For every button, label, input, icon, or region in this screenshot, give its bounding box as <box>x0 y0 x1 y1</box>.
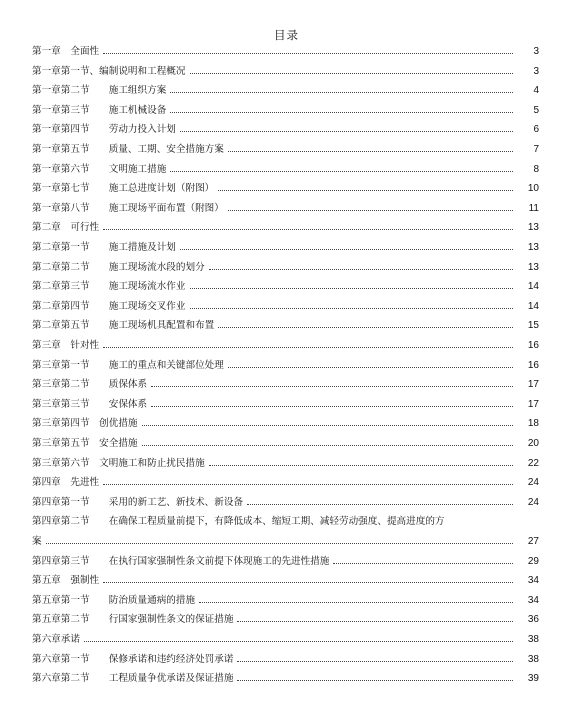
toc-leader-dots <box>151 386 513 387</box>
toc-leader-dots <box>170 92 513 93</box>
toc-entry-page: 10 <box>527 183 539 195</box>
toc-entry-page: 14 <box>527 300 539 312</box>
toc-entry[interactable] <box>32 359 539 373</box>
toc-entry-label: 第五章 强制性 <box>32 575 100 587</box>
toc-entry-label: 第二章 可行性 <box>32 222 100 234</box>
toc-entry[interactable] <box>32 65 539 79</box>
toc-leader-dots <box>103 229 513 230</box>
toc-entry[interactable] <box>32 300 539 314</box>
toc-entry-label: 第一章第二节 施工组织方案 <box>32 85 167 97</box>
toc-entry-label: 第二章第四节 施工现场交叉作业 <box>32 300 186 312</box>
toc-leader-dots <box>228 151 513 152</box>
toc-leader-dots <box>209 465 513 466</box>
toc-entry-page: 38 <box>527 653 539 665</box>
toc-entry-page: 11 <box>528 202 539 214</box>
toc-entry-page: 39 <box>527 673 539 685</box>
toc-entry[interactable] <box>32 182 539 196</box>
toc-entry-page: 24 <box>527 477 539 489</box>
toc-leader-dots <box>170 171 513 172</box>
toc-entry-label: 案 <box>32 536 42 547</box>
toc-entry[interactable] <box>32 417 539 431</box>
toc-leader-dots <box>218 327 513 328</box>
toc-entry-page: 13 <box>527 242 539 253</box>
toc-leader-dots <box>180 131 513 132</box>
toc-leader-dots <box>237 661 513 662</box>
toc-entry-label: 第一章 全面性 <box>32 46 100 57</box>
toc-leader-dots <box>103 53 513 54</box>
toc-entry-page: 36 <box>527 614 539 626</box>
toc-leader-dots <box>84 641 513 642</box>
toc-entry[interactable] <box>32 202 539 216</box>
toc-entry[interactable] <box>32 123 539 137</box>
toc-entry-label: 第五章第二节 行国家强制性条文的保证措施 <box>32 614 234 626</box>
toc-entry-page: 17 <box>527 398 539 410</box>
toc-entry-page: 34 <box>527 575 539 587</box>
toc-entry-label: 第三章第五节 安全措施 <box>32 438 138 449</box>
toc-entry-label: 第一章第三节 施工机械设备 <box>32 104 167 116</box>
toc-entry[interactable] <box>32 574 539 588</box>
toc-entry[interactable] <box>32 515 539 529</box>
toc-leader-dots <box>333 563 513 564</box>
toc-entry-label: 第四章第二节 在确保工程质量前提下，有降低成本、缩短工期、减轻劳动强度、提高进度的方 <box>32 516 445 528</box>
toc-entry-page: 13 <box>527 261 539 273</box>
toc-leader-dots <box>180 249 513 250</box>
toc-entry[interactable] <box>32 241 539 255</box>
toc-entry-label: 第一章第五节 质量、工期、安全措施方案 <box>32 144 224 155</box>
toc-entry-label: 第一章第一节、编制说明和工程概况 <box>32 65 186 77</box>
toc-entry[interactable] <box>32 476 539 490</box>
toc-leader-dots <box>237 680 513 681</box>
toc-leader-dots <box>142 425 513 426</box>
toc-leader-dots <box>190 308 513 309</box>
toc-entry[interactable] <box>32 672 539 686</box>
toc-entry-label: 第三章 针对性 <box>32 340 100 351</box>
toc-entry[interactable] <box>32 104 539 118</box>
toc-entry[interactable] <box>32 457 539 471</box>
toc-leader-dots <box>103 484 513 485</box>
toc-entry-page: 8 <box>533 163 539 175</box>
toc-entry-label: 第三章第三节 安保体系 <box>32 398 148 410</box>
toc-entry-page: 13 <box>527 222 539 234</box>
toc-entry-label: 第六章承诺 <box>32 634 80 645</box>
toc-entry-page: 17 <box>527 379 539 391</box>
toc-entry-label: 第二章第五节 施工现场机具配置和布置 <box>32 320 215 332</box>
toc-entry-label: 第四章 先进性 <box>32 477 100 489</box>
toc-entry[interactable] <box>32 163 539 177</box>
toc-entry[interactable] <box>32 261 539 275</box>
toc-entry-label: 第二章第二节 施工现场流水段的划分 <box>32 261 205 273</box>
toc-leader-dots <box>190 73 513 74</box>
toc-entry[interactable] <box>32 280 539 294</box>
toc-entry-page: 20 <box>527 438 539 449</box>
toc-leader-dots <box>199 602 513 603</box>
toc-leader-dots <box>151 406 513 407</box>
toc-entry-page: 27 <box>527 536 539 547</box>
toc-entry[interactable] <box>32 84 539 98</box>
toc-entry-page: 5 <box>533 104 539 116</box>
toc-entry-page: 3 <box>533 65 539 77</box>
toc-entry[interactable] <box>32 633 539 647</box>
toc-entry[interactable] <box>32 594 539 608</box>
toc-entry-page: 29 <box>527 555 539 567</box>
toc-leader-dots <box>103 582 513 583</box>
toc-entry-page: 38 <box>527 634 539 645</box>
toc-entry-page: 3 <box>533 46 539 57</box>
toc-entry[interactable] <box>32 398 539 412</box>
toc-leader-dots <box>190 288 513 289</box>
toc-leader-dots <box>218 190 513 191</box>
toc-entry[interactable] <box>32 221 539 235</box>
toc-title: 目录 <box>274 28 299 42</box>
toc-entry-label: 第六章第一节 保修承诺和违约经济处罚承诺 <box>32 653 234 665</box>
toc-entry-label: 第三章第二节 质保体系 <box>32 379 148 391</box>
toc-entry-label: 第一章第四节 劳动力投入计划 <box>32 124 176 136</box>
toc-entry-label: 第三章第六节 文明施工和防止扰民措施 <box>32 457 205 469</box>
toc-entry-label: 第一章第六节 文明施工措施 <box>32 163 167 175</box>
toc-entry-page: 14 <box>527 281 539 293</box>
toc-entry-page: 7 <box>533 144 539 155</box>
toc-entry-label: 第六章第二节 工程质量争优承诺及保证措施 <box>32 673 234 685</box>
toc-leader-dots <box>237 621 513 622</box>
toc-entry[interactable] <box>32 339 539 353</box>
toc-entry-page: 15 <box>527 320 539 332</box>
toc-entry[interactable] <box>32 496 539 510</box>
toc-entry-label: 第二章第一节 施工措施及计划 <box>32 242 176 253</box>
toc-entry-page: 18 <box>527 418 539 430</box>
toc-leader-dots <box>103 347 513 348</box>
toc-entry[interactable] <box>32 378 539 392</box>
toc-entry[interactable] <box>32 437 539 451</box>
toc-entry-page: 6 <box>533 124 539 136</box>
toc-entry-label: 第四章第三节 在执行国家强制性条文前提下体现施工的先进性措施 <box>32 555 330 567</box>
toc-entry-label: 第一章第八节 施工现场平面布置（附图） <box>32 202 224 214</box>
toc-entry-label: 第三章第一节 施工的重点和关键部位处理 <box>32 359 224 371</box>
toc-entry-page: 16 <box>527 340 539 351</box>
toc-leader-dots <box>209 269 513 270</box>
toc-entry[interactable] <box>32 535 539 549</box>
toc-leader-dots <box>247 504 513 505</box>
toc-entry-label: 第四章第一节 采用的新工艺、新技术、新设备 <box>32 496 244 508</box>
toc-entry-page: 16 <box>527 359 539 371</box>
toc-entry-page: 34 <box>527 594 539 606</box>
toc-leader-dots <box>46 543 513 544</box>
toc-entry[interactable] <box>32 45 539 59</box>
toc-entry-label: 第二章第三节 施工现场流水作业 <box>32 281 186 293</box>
toc-leader-dots <box>170 112 513 113</box>
toc-leader-dots <box>228 367 513 368</box>
toc-entry-page: 22 <box>527 457 539 469</box>
toc-entry-page: 24 <box>527 496 539 508</box>
toc-entry-label: 第三章第四节 创优措施 <box>32 418 138 430</box>
toc-entry[interactable] <box>32 319 539 333</box>
toc-leader-dots <box>142 445 513 446</box>
toc-entry-label: 第五章第一节 防治质量通病的措施 <box>32 594 196 606</box>
toc-entry[interactable] <box>32 143 539 157</box>
toc-entry[interactable] <box>32 555 539 569</box>
toc-entry-page: 4 <box>533 85 539 97</box>
toc-entry[interactable] <box>32 613 539 627</box>
toc-leader-dots <box>228 210 513 211</box>
toc-entry-label: 第一章第七节 施工总进度计划（附图） <box>32 183 215 195</box>
toc-entry[interactable] <box>32 653 539 667</box>
